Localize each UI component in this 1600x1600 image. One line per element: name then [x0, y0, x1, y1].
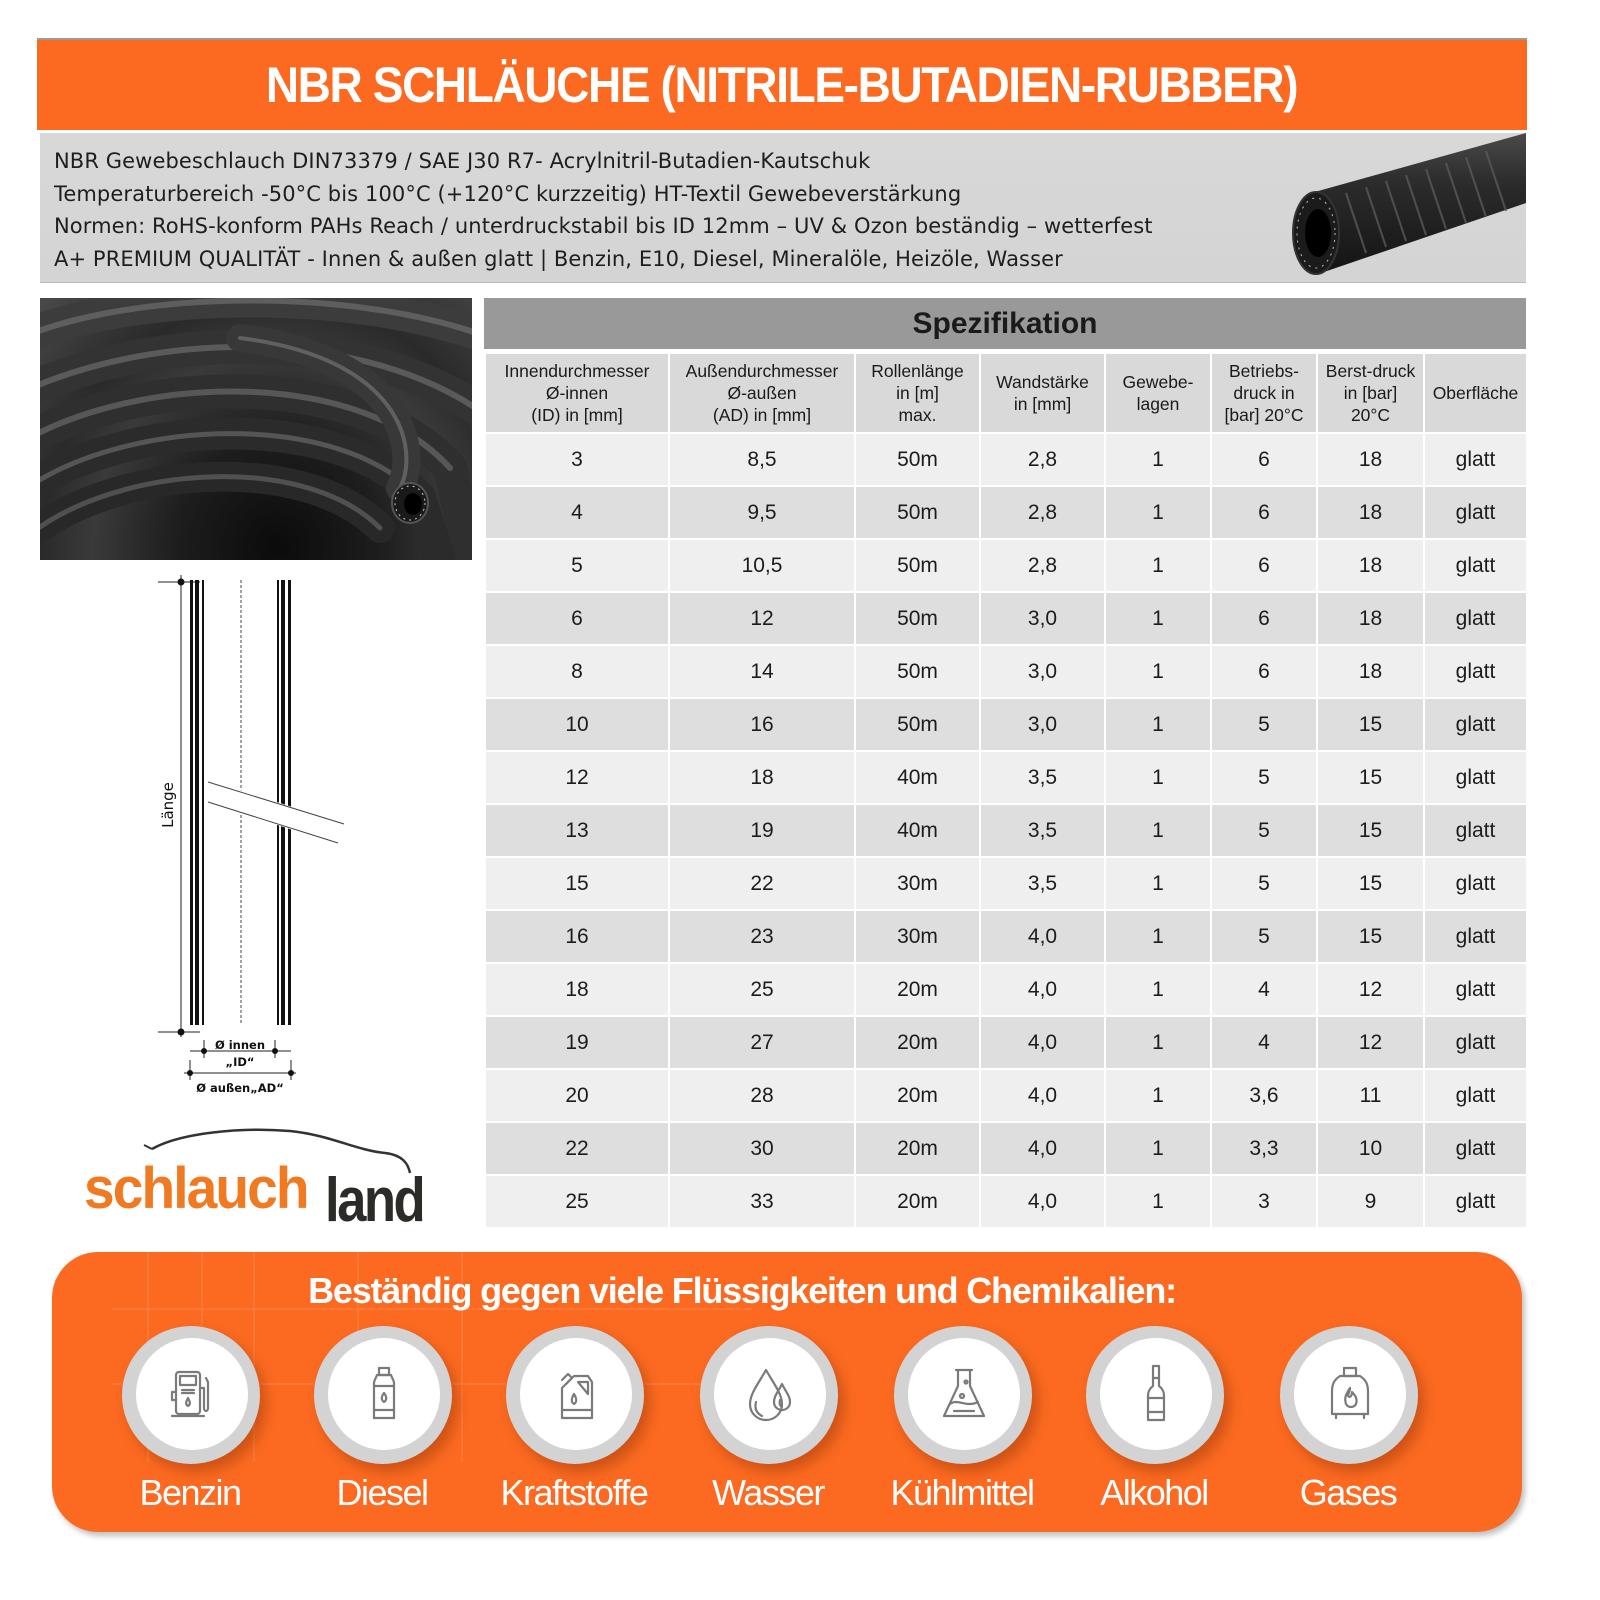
info-line: NBR Gewebeschlauch DIN73379 / SAE J30 R7- Acrylnitril-Butadien-Kautschuk — [54, 149, 871, 173]
table-cell: 3,0 — [980, 698, 1105, 751]
hose-coil-photo — [40, 298, 472, 560]
table-cell: 1 — [1105, 857, 1211, 910]
chemical-label: Kühlmittel — [890, 1472, 1034, 1513]
table-cell: 15 — [1317, 910, 1424, 963]
table-cell: 18 — [1317, 486, 1424, 539]
table-cell: glatt — [1424, 1016, 1527, 1069]
table-cell: 3,0 — [980, 645, 1105, 698]
table-cell: 12 — [1317, 963, 1424, 1016]
gas-cylinder-icon — [1318, 1362, 1382, 1426]
table-cell: 15 — [485, 857, 669, 910]
id-sublabel: „ID“ — [225, 1055, 255, 1069]
header-outer-diameter: Außendurchmesser Ø-außen (AD) in [mm] — [669, 353, 855, 433]
table-cell: 50m — [855, 592, 980, 645]
table-cell: 18 — [1317, 433, 1424, 486]
length-label: Länge — [159, 782, 177, 828]
table-cell: 20m — [855, 1122, 980, 1175]
chemical-label: Benzin — [139, 1472, 241, 1513]
table-row — [485, 592, 1527, 645]
table-cell: 15 — [1317, 751, 1424, 804]
table-cell: 5 — [1211, 751, 1317, 804]
chemical-resistance-panel — [52, 1252, 1522, 1532]
table-cell: 20m — [855, 1069, 980, 1122]
table-cell: 30m — [855, 910, 980, 963]
header-inner-diameter: Innendurchmesser Ø-innen (ID) in [mm] — [485, 353, 669, 433]
chemical-item-diesel — [287, 1324, 477, 1529]
table-cell: 3,3 — [1211, 1122, 1317, 1175]
table-cell: 18 — [1317, 539, 1424, 592]
icon-badge — [506, 1326, 644, 1464]
icon-badge — [1280, 1326, 1418, 1464]
product-info-box — [40, 133, 1526, 283]
table-cell: 9,5 — [669, 486, 855, 539]
chemical-label: Wasser — [712, 1472, 824, 1513]
icon-badge — [122, 1326, 260, 1464]
table-row — [485, 698, 1527, 751]
wine-bottle-icon — [1124, 1362, 1188, 1426]
table-cell: glatt — [1424, 857, 1527, 910]
table-cell: 3,5 — [980, 804, 1105, 857]
chemical-label: Diesel — [336, 1472, 428, 1513]
jerrycan-icon — [544, 1362, 608, 1426]
table-cell: 50m — [855, 539, 980, 592]
table-cell: 2,8 — [980, 539, 1105, 592]
table-cell: 15 — [1317, 804, 1424, 857]
fuel-pump-icon — [160, 1362, 224, 1426]
chemical-label: Kraftstoffe — [500, 1472, 648, 1513]
chemicals-title: Beständig gegen viele Flüssigkeiten und Chemikalien: — [308, 1270, 1176, 1311]
logo-text-land: land — [325, 1166, 424, 1235]
table-cell: 18 — [1317, 592, 1424, 645]
table-cell: glatt — [1424, 645, 1527, 698]
chemical-item-kraftstoffe — [479, 1324, 669, 1529]
table-cell: 11 — [1317, 1069, 1424, 1122]
logo-text-schlauch: schlauch — [84, 1156, 308, 1221]
table-cell: 4 — [1211, 1016, 1317, 1069]
table-cell: 1 — [1105, 1069, 1211, 1122]
table-cell: 10 — [485, 698, 669, 751]
header-burst-pressure: Berst-druck in [bar] 20°C — [1317, 353, 1424, 433]
table-cell: glatt — [1424, 433, 1527, 486]
header-surface: Oberfläche — [1424, 353, 1527, 433]
flask-icon — [932, 1362, 996, 1426]
table-cell: 5 — [1211, 857, 1317, 910]
table-row — [485, 1016, 1527, 1069]
table-cell: 3,5 — [980, 751, 1105, 804]
table-cell: 50m — [855, 433, 980, 486]
chemical-item-alkohol — [1059, 1324, 1249, 1529]
table-cell: 25 — [669, 963, 855, 1016]
table-cell: glatt — [1424, 963, 1527, 1016]
table-cell: 25 — [485, 1175, 669, 1228]
chemical-item-gases — [1253, 1324, 1443, 1529]
table-cell: 8 — [485, 645, 669, 698]
table-cell: 4,0 — [980, 1069, 1105, 1122]
table-cell: 22 — [669, 857, 855, 910]
table-cell: 20 — [485, 1069, 669, 1122]
table-cell: glatt — [1424, 1122, 1527, 1175]
table-row — [485, 857, 1527, 910]
table-cell: 1 — [1105, 751, 1211, 804]
table-cell: 4,0 — [980, 963, 1105, 1016]
table-cell: 2,8 — [980, 433, 1105, 486]
table-cell: 50m — [855, 698, 980, 751]
water-drops-icon — [738, 1362, 802, 1426]
table-cell: 15 — [1317, 698, 1424, 751]
table-cell: 1 — [1105, 1175, 1211, 1228]
table-cell: 10 — [1317, 1122, 1424, 1175]
chemical-item-kühlmittel — [867, 1324, 1057, 1529]
table-cell: 1 — [1105, 804, 1211, 857]
table-cell: glatt — [1424, 539, 1527, 592]
table-cell: 1 — [1105, 433, 1211, 486]
table-cell: 50m — [855, 645, 980, 698]
header-working-pressure: Betriebs- druck in [bar] 20°C — [1211, 353, 1317, 433]
table-cell: 5 — [1211, 910, 1317, 963]
table-header-row — [485, 353, 1527, 433]
table-cell: 2,8 — [980, 486, 1105, 539]
table-cell: 9 — [1317, 1175, 1424, 1228]
info-line: A+ PREMIUM QUALITÄT - Innen & außen glatt | Benzin, E10, Diesel, Mineralöle, Heizöle, Wasser — [54, 246, 1063, 271]
table-cell: 22 — [485, 1122, 669, 1175]
bottle-icon — [352, 1362, 416, 1426]
table-cell: glatt — [1424, 698, 1527, 751]
info-line: Temperaturbereich -50°C bis 100°C (+120°C kurzzeitig) HT-Textil Gewebeverstärkung — [54, 181, 962, 206]
table-cell: 6 — [485, 592, 669, 645]
table-cell: 8,5 — [669, 433, 855, 486]
table-cell: 1 — [1105, 698, 1211, 751]
table-cell: 4,0 — [980, 1016, 1105, 1069]
table-cell: 6 — [1211, 592, 1317, 645]
table-cell: 6 — [1211, 486, 1317, 539]
table-cell: 30m — [855, 857, 980, 910]
table-cell: 40m — [855, 804, 980, 857]
hose-product-image — [1276, 133, 1526, 283]
table-cell: 12 — [669, 592, 855, 645]
table-cell: 12 — [485, 751, 669, 804]
table-cell: glatt — [1424, 1175, 1527, 1228]
table-cell: 5 — [1211, 698, 1317, 751]
table-cell: 5 — [1211, 804, 1317, 857]
table-cell: 4,0 — [980, 910, 1105, 963]
table-cell: 18 — [669, 751, 855, 804]
table-cell: 20m — [855, 1175, 980, 1228]
table-cell: glatt — [1424, 804, 1527, 857]
table-row — [485, 1175, 1527, 1228]
table-cell: 6 — [1211, 645, 1317, 698]
table-cell: 27 — [669, 1016, 855, 1069]
info-line: Normen: RoHS-konform PAHs Reach / unterdruckstabil bis ID 12mm – UV & Ozon beständig – wetterfest — [54, 214, 1153, 238]
table-cell: 3,0 — [980, 592, 1105, 645]
table-row — [485, 645, 1527, 698]
table-row — [485, 910, 1527, 963]
table-row — [485, 1069, 1527, 1122]
spec-table-title: Spezifikation — [484, 298, 1526, 352]
table-row — [485, 433, 1527, 486]
table-cell: 28 — [669, 1069, 855, 1122]
table-row — [485, 486, 1527, 539]
table-cell: 12 — [1317, 1016, 1424, 1069]
table-cell: 19 — [669, 804, 855, 857]
table-row — [485, 963, 1527, 1016]
table-cell: 3,6 — [1211, 1069, 1317, 1122]
table-cell: 15 — [1317, 857, 1424, 910]
table-cell: 1 — [1105, 963, 1211, 1016]
chemical-item-benzin — [95, 1324, 285, 1529]
hose-dimension-diagram — [40, 570, 420, 1115]
table-cell: glatt — [1424, 486, 1527, 539]
table-row — [485, 539, 1527, 592]
ad-label: Ø außen„AD“ — [196, 1081, 284, 1095]
table-cell: 1 — [1105, 1016, 1211, 1069]
table-row — [485, 1122, 1527, 1175]
table-cell: 10,5 — [669, 539, 855, 592]
table-cell: 16 — [485, 910, 669, 963]
table-row — [485, 751, 1527, 804]
header-roll-length: Rollenlänge in [m] max. — [855, 353, 980, 433]
table-cell: 1 — [1105, 486, 1211, 539]
table-cell: 16 — [669, 698, 855, 751]
page-title: NBR SCHLÄUCHE (NITRILE-BUTADIEN-RUBBER) — [266, 57, 1298, 113]
id-label: Ø innen — [214, 1038, 266, 1052]
table-row — [485, 804, 1527, 857]
table-cell: 1 — [1105, 910, 1211, 963]
table-cell: 18 — [1317, 645, 1424, 698]
header-wall-thickness: Wandstärke in [mm] — [980, 353, 1105, 433]
schlauchland-logo — [80, 1125, 430, 1235]
table-cell: 18 — [485, 963, 669, 1016]
table-cell: 1 — [1105, 1122, 1211, 1175]
table-cell: 13 — [485, 804, 669, 857]
table-cell: 50m — [855, 486, 980, 539]
info-lines — [54, 145, 1153, 275]
table-cell: 4,0 — [980, 1175, 1105, 1228]
table-cell: 20m — [855, 1016, 980, 1069]
table-cell: 6 — [1211, 433, 1317, 486]
table-cell: 3,5 — [980, 857, 1105, 910]
table-cell: 23 — [669, 910, 855, 963]
icon-badge — [700, 1326, 838, 1464]
table-cell: 4 — [485, 486, 669, 539]
table-cell: 40m — [855, 751, 980, 804]
table-cell: 14 — [669, 645, 855, 698]
icon-badge — [1086, 1326, 1224, 1464]
table-cell: 1 — [1105, 539, 1211, 592]
table-cell: 4,0 — [980, 1122, 1105, 1175]
chemical-item-wasser — [673, 1324, 863, 1529]
table-cell: 4 — [1211, 963, 1317, 1016]
table-cell: glatt — [1424, 1069, 1527, 1122]
table-cell: glatt — [1424, 751, 1527, 804]
header-fabric-layers: Gewebe- lagen — [1105, 353, 1211, 433]
table-cell: 3 — [1211, 1175, 1317, 1228]
table-cell: 19 — [485, 1016, 669, 1069]
table-cell: 5 — [485, 539, 669, 592]
table-cell: 3 — [485, 433, 669, 486]
table-cell: glatt — [1424, 910, 1527, 963]
table-cell: 1 — [1105, 592, 1211, 645]
chemical-label: Alkohol — [1100, 1472, 1208, 1513]
table-cell: 6 — [1211, 539, 1317, 592]
icon-badge — [894, 1326, 1032, 1464]
title-banner — [37, 38, 1527, 130]
table-cell: 1 — [1105, 645, 1211, 698]
table-cell: 20m — [855, 963, 980, 1016]
icon-badge — [314, 1326, 452, 1464]
table-cell: 30 — [669, 1122, 855, 1175]
table-cell: glatt — [1424, 592, 1527, 645]
chemical-label: Gases — [1299, 1472, 1397, 1513]
table-cell: 33 — [669, 1175, 855, 1228]
specification-table — [484, 298, 1526, 1229]
